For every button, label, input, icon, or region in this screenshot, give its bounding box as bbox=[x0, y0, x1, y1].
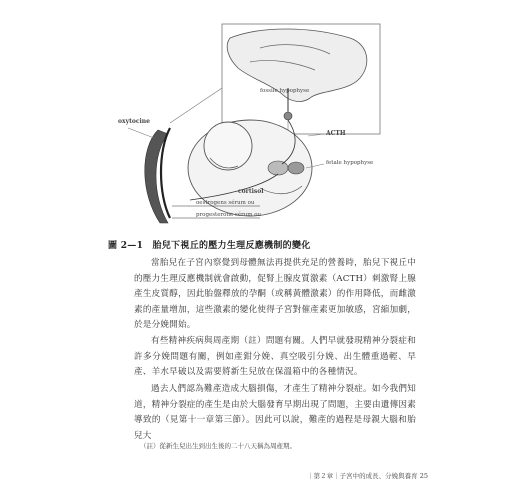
paragraph-3: 過去人們認為難產造成大腦損傷，才產生了精神分裂症。如今我們知道，精神分裂症的產生是由於大腦發育早期出現了問題，主要由遺傳因素導致的（見第十一章第三節）。因此可以說，難產的過程是母親大腦和胎兒大 bbox=[134, 384, 416, 441]
fetal-stress-figure bbox=[110, 18, 430, 228]
fetus-illustration bbox=[110, 18, 430, 228]
cortisol-label: cortisol bbox=[238, 188, 264, 195]
progesterone-label: progesterone sérum ou bbox=[196, 212, 262, 218]
oxytocine-label: oxytocine bbox=[118, 118, 150, 125]
paragraph-2: 有些精神疾病與周產期（註）問題有關。人們早就發現精神分裂症和許多分娩問題有關，例如產鉗分娩、真空吸引分娩、出生體重過輕、早產、羊水早破以及需要將新生兒放在保溫箱中的各種情況。 bbox=[134, 336, 416, 377]
figure-caption: 圖 2—1 胎兒下視丘的壓力生理反應機制的變化 bbox=[108, 241, 311, 251]
fetal-hypophyse-label: fetale hypophyse bbox=[326, 160, 374, 166]
page-footer: ｜第２章｜子宮中的成長、分娩與養育 25 bbox=[307, 472, 428, 480]
paragraph-1: 當胎兒在子宮內察覺到母體無法再提供充足的營養時，胎兒下視丘中的壓力生理反應機制就會啟動，促腎上腺皮質激素（ACTH）刺激腎上腺產生皮質醇，因此胎盤釋放的孕酮（或稱黃體激素）的作用降低，而雌激素的產量增加，這些激素的變化使得子宮對催產素更加敏感，宮縮加劇，於是分娩開始。 bbox=[134, 258, 416, 330]
oestrogens-label: oestrogens sérum ou bbox=[196, 200, 255, 206]
fossil-hypophyse-label: fossile hypophyse bbox=[260, 88, 310, 94]
acth-label: ACTH bbox=[326, 130, 346, 137]
footnote: （註）從新生兒出生到出生後的二十八天稱為周產期。 bbox=[140, 442, 296, 450]
